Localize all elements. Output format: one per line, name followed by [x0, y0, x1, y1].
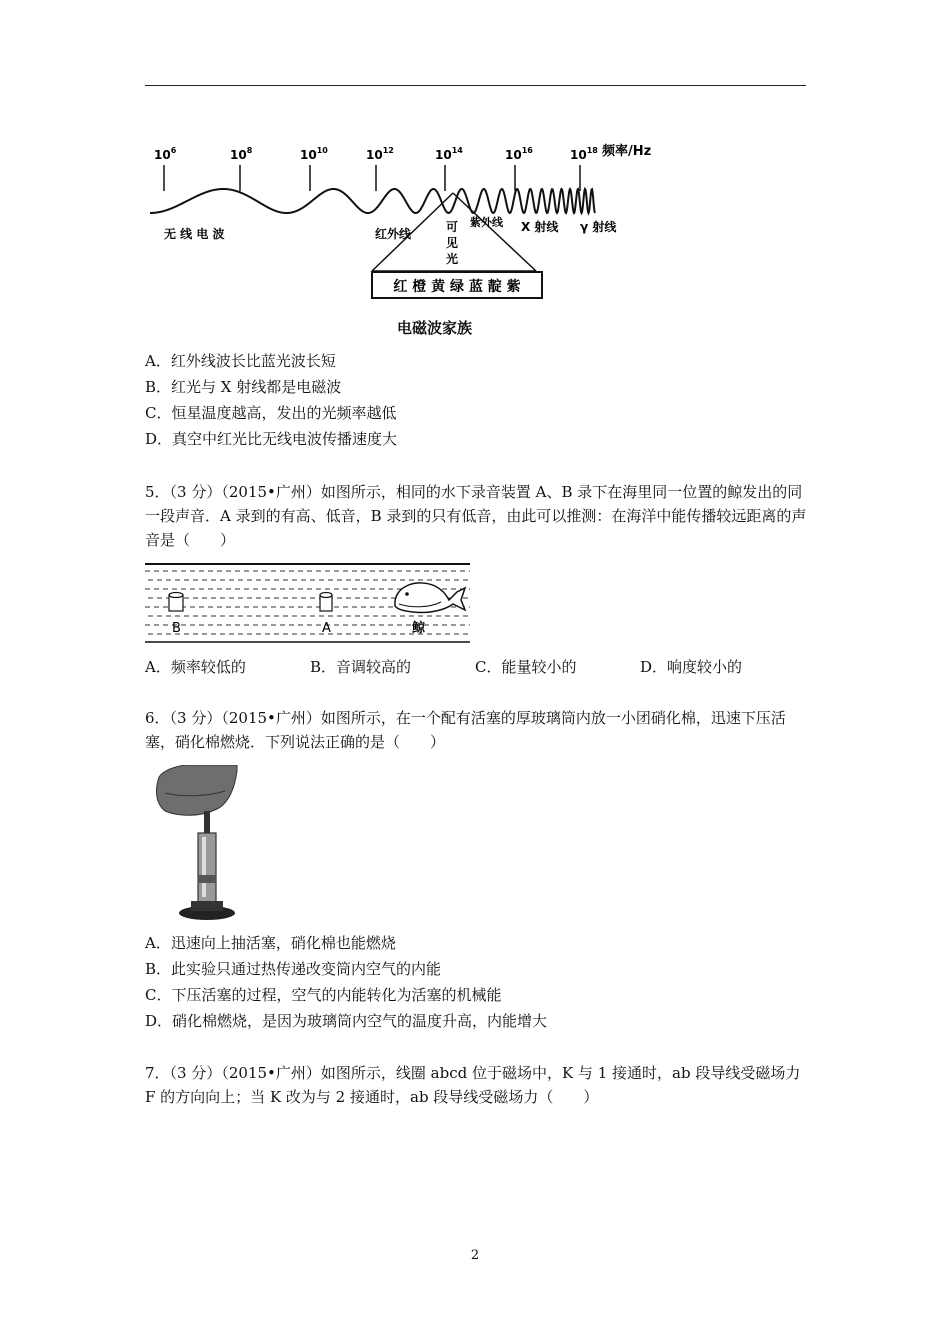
freq-tick-label: $10^{14}$: [435, 146, 463, 162]
q5-option-c: C．能量较小的: [475, 658, 577, 676]
q6-option-a: A．迅速向上抽活塞，硝化棉也能燃烧: [145, 934, 396, 952]
page-number: 2: [470, 1248, 480, 1263]
recorder-a-label: A: [322, 621, 331, 636]
q6-option-b: B．此实验只通过热传递改变筒内空气的内能: [145, 960, 442, 978]
piston-cylinder-figure: [145, 765, 245, 923]
em-spectrum-figure: [140, 135, 670, 305]
q4-option-c: C．恒星温度越高，发出的光频率越低: [145, 404, 397, 422]
band-gamma-label: γ 射线: [580, 220, 617, 234]
freq-tick-label: $10^{12}$: [366, 146, 394, 162]
band-ir-label: 红外线: [375, 227, 412, 241]
recorder-a-icon: [320, 593, 332, 612]
q5-option-d: D．响度较小的: [640, 658, 743, 676]
freq-tick-label: $10^8$: [230, 146, 253, 162]
q5-option-a: A．频率较低的: [145, 658, 246, 676]
header-rule: [145, 85, 806, 86]
q5-option-b: B．音调较高的: [310, 658, 412, 676]
q4-option-d: D．真空中红光比无线电波传播速度大: [145, 430, 398, 448]
colors-box-label: 红 橙 黄 绿 蓝 靛 紫: [393, 279, 521, 295]
band-uv-label: 紫外线: [470, 216, 503, 229]
freq-unit-label: 频率/Hz: [602, 144, 652, 159]
freq-tick-label: $10^6$: [154, 146, 177, 162]
freq-tick-label: $10^{16}$: [505, 146, 533, 162]
band-visible-label-3: 光: [445, 252, 459, 266]
band-radio-label: 无 线 电 波: [164, 227, 225, 241]
band-xray-label: X 射线: [521, 220, 559, 234]
q6-option-d: D．硝化棉燃烧，是因为玻璃筒内空气的温度升高，内能增大: [145, 1012, 548, 1030]
q4-option-a: A．红外线波长比蓝光波长短: [145, 352, 336, 370]
freq-tick-label: $10^{10}$: [300, 146, 328, 162]
band-visible-label-1: 可: [445, 220, 459, 234]
recorder-b-label: B: [172, 621, 181, 636]
figure-caption: 电磁波家族: [397, 319, 473, 337]
whale-icon: [395, 583, 465, 613]
recorder-b-icon: [169, 593, 183, 612]
q7-stem: 7．（3 分）（2015•广州）如图所示，线圈 abcd 位于磁场中，K 与 1 接通时，ab 段导线受磁场力 F 的方向向上；当 K 改为与 2 接通时，ab 段导线受磁场力（ ）: [145, 1064, 801, 1106]
q6-option-c: C．下压活塞的过程，空气的内能转化为活塞的机械能: [145, 986, 502, 1004]
whale-label: 鲸: [412, 621, 426, 636]
underwater-figure: [145, 562, 470, 644]
q6-stem: 6．（3 分）（2015•广州）如图所示，在一个配有活塞的厚玻璃筒内放一小团硝化棉，迅速下压活塞，硝化棉燃烧．下列说法正确的是（ ）: [145, 709, 786, 751]
q5-stem: 5．（3 分）（2015•广州）如图所示，相同的水下录音装置 A、B 录下在海里同一位置的鲸发出的同一段声音．A 录到的有高、低音，B 录到的只有低音，由此可以推测：在海洋中能传播较远距离的声音是（ ）: [145, 483, 807, 549]
q4-option-b: B．红光与 X 射线都是电磁波: [145, 378, 342, 396]
band-visible-label-2: 见: [445, 236, 459, 250]
freq-tick-label: $10^{18}$: [570, 146, 598, 162]
